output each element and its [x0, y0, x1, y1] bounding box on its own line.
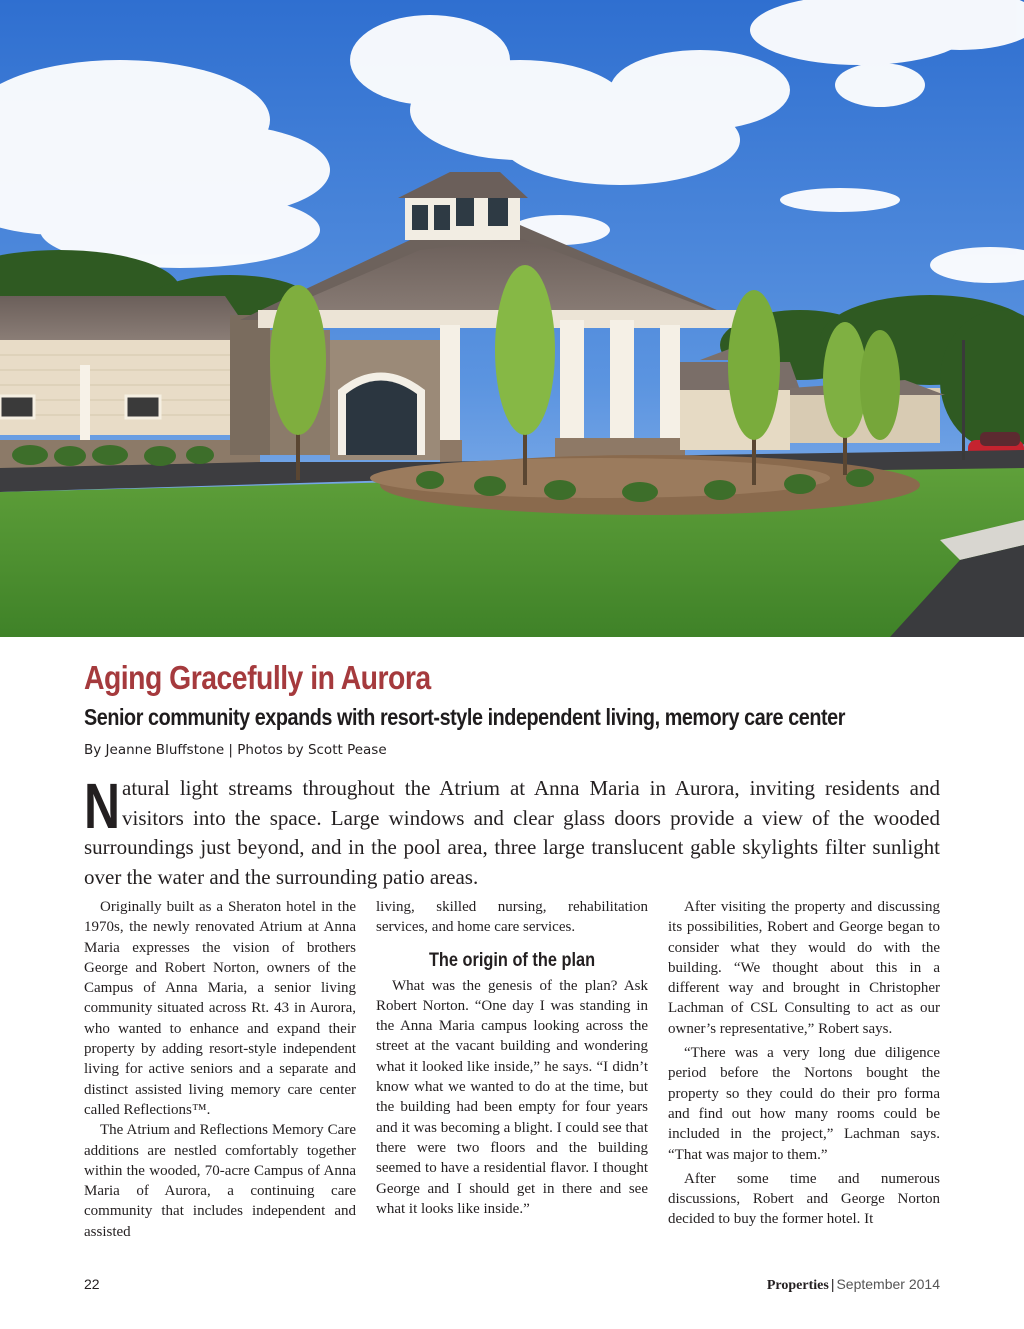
- paragraph: What was the genesis of the plan? Ask Robert Norton. “One day I was standing in the Anna Maria campus looking across the street at the vacant building and wondering what it looked like inside,” he says. “I didn’t know what we wanted to do at the time, but the building had been empty for four years and it was becoming a blight. I could see that there were two floors and the building seemed to have a residential flavor. I thought George and I should get in there and see what it looks like inside.”: [376, 977, 648, 1217]
- footer-separator: |: [830, 1276, 835, 1292]
- body-columns: [84, 897, 940, 1242]
- paragraph: “There was a very long due diligence period before the Nortons bought the property so they could do their pro forma and find out how many rooms could be included in the project,” Lachman says. “That was major to them.”: [668, 1045, 940, 1163]
- paragraph: After some time and numerous discussions, Robert and George Norton decided to buy the former hotel. It: [668, 1170, 940, 1228]
- paragraph: After visiting the property and discussing its possibilities, Robert and George began to consider what they would do with the building. “We thought about this in a different way and brought in Christopher Lachman of CSL Consulting to act as our owner’s representative,” Robert says.: [668, 899, 940, 1037]
- running-footer: [767, 1276, 940, 1294]
- paragraph: Originally built as a Sheraton hotel in the 1970s, the newly renovated Atrium at Anna Maria expresses the vision of brothers George and Robert Norton, owners of the Campus of Anna Maria, a senior living community situated across Rt. 43 in Aurora, who wanted to enhance and expand their property by adding resort-style independent living for active seniors and a separate and distinct assisted living memory care center called Reflections™.: [84, 899, 356, 1118]
- paragraph: living, skilled nursing, rehabilitation services, and home care services.: [376, 899, 648, 936]
- column-1: [84, 897, 356, 1242]
- page-number: 22: [84, 1276, 100, 1292]
- hero-photo: [0, 0, 1024, 637]
- byline: By Jeanne Bluffstone | Photos by Scott Pease: [84, 742, 387, 758]
- issue-date: September 2014: [836, 1276, 940, 1292]
- article-subtitle: Senior community expands with resort-style independent living, memory care center: [84, 704, 845, 730]
- section-subhead: The origin of the plan: [428, 949, 596, 971]
- drop-cap: N: [84, 770, 121, 842]
- publication-name: Properties: [766, 1278, 829, 1293]
- intro-text: atural light streams throughout the Atrium at Anna Maria in Aurora, inviting residents and visitors into the space. Large windows and clear glass doors provide a view of the wooded surroundings just beyond, and in the pool area, three large translucent gable skylights filter sunlight over the water and the surrounding patio areas.: [84, 776, 940, 889]
- column-2: [376, 897, 648, 1242]
- article-title: Aging Gracefully in Aurora: [84, 659, 431, 696]
- intro-paragraph: [84, 770, 940, 892]
- paragraph: The Atrium and Reflections Memory Care additions are nestled comfortably together within the wooded, 70-acre Campus of Anna Maria of Aurora, a continuing care community that includes independent and assisted: [84, 1122, 356, 1240]
- column-3: [668, 897, 940, 1242]
- article-header: [84, 650, 940, 758]
